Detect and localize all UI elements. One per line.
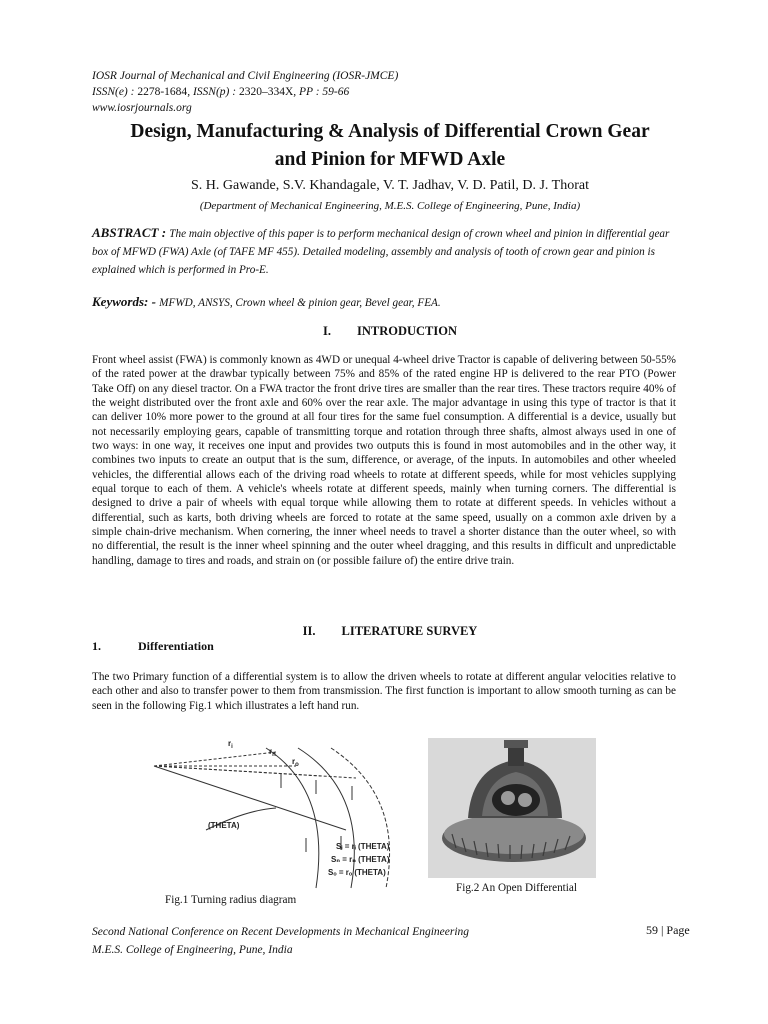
footer-conference: Second National Conference on Recent Developments in Mechanical Engineering	[92, 926, 470, 938]
authors: S. H. Gawande, S.V. Khandagale, V. T. Jadhav, V. D. Patil, D. J. Thorat	[191, 178, 589, 193]
department: (Department of Mechanical Engineering, M.E.S. College of Engineering, Pune, India)	[199, 200, 581, 212]
subsection-differentiation-heading: 1. Differentiation	[92, 639, 214, 653]
journal-website: www.iosrjournals.org	[92, 102, 192, 114]
abstract-text: The main objective of this paper is to perform mechanical design of crown wheel and pinion in differential gear box of MFWD (FWA) Axle (of TAFE MF 455). Detailed modeling, assembly and analysis of tooth of crown gear and pinion is explained which is performed in Pro-E.	[92, 228, 670, 276]
turning-radius-diagram	[146, 730, 432, 890]
issn-line: ISSN(e) : 2278-1684, ISSN(p) : 2320–334X, PP : 59-66	[92, 86, 350, 98]
label-theta: (THETA)	[208, 821, 240, 830]
keywords-label: Keywords: -	[92, 294, 160, 309]
paper-title: Design, Manufacturing & Analysis of Differential Crown Gear and Pinion for MFWD Axle	[130, 121, 650, 170]
fig1-caption: Fig.1 Turning radius diagram	[165, 894, 297, 906]
section-introduction-heading: I. INTRODUCTION	[322, 324, 457, 338]
open-differential-photo	[428, 738, 596, 878]
equation-so: Sₒ = rₒ (THETA)	[328, 868, 386, 877]
equation-si: Sᵢ = rᵢ (THETA)	[336, 842, 390, 851]
label-ro: $r_o$	[292, 757, 299, 768]
abstract-label: ABSTRACT :	[92, 225, 170, 240]
label-rn: $r_n$	[269, 747, 276, 758]
journal-name: IOSR Journal of Mechanical and Civil Engineering (IOSR-JMCE)	[92, 70, 399, 82]
keywords-text: MFWD, ANSYS, Crown wheel & pinion gear, Bevel gear, FEA.	[159, 297, 441, 309]
differentiation-text: The two Primary function of a differential system is to allow the driven wheels to rotate at different angular velocities relative to each other and also to transfer power to them from transmission. The first function is important to allow smooth turning as can be seen in the following Fig.1 which illustrates a left hand run.	[92, 671, 676, 712]
keywords	[92, 294, 676, 310]
fig2-caption: Fig.2 An Open Differential	[456, 882, 577, 894]
footer-college: M.E.S. College of Engineering, Pune, India	[92, 944, 293, 956]
equation-sn: Sₙ = rₙ (THETA)	[331, 855, 390, 864]
section-literature-heading: II. LITERATURE SURVEY	[302, 624, 478, 638]
page-number: 59 | Page	[646, 923, 690, 937]
introduction-text: Front wheel assist (FWA) is commonly known as 4WD or unequal 4-wheel drive Tractor is capable of delivering between 50-55% of the rated power at the drawbar typically between 75% and 85% of the rated engine HP is delivered to the rear PTO (Power Take Off) on any diesel tractor. On a FWA tractor the front drive tires are smaller than the rear tires. These tractors require 40% of the weight distributed over the front axle and 60% over the rear axle. The major advantage in using this type of tractor is that it can deliver 10% more power to the ground at all four tires for the same fuel consumption. A differential is a device, usually but not necessarily employing gears, capable of transmitting torque and rotation through three shafts, almost always used in one of two ways: in one way, it receives one input and provides two outputs this is found in most automobiles and in the other way, it combines two inputs to create an output that is the sum, difference, or average, of the inputs. In automobiles and other wheeled vehicles, the differential allows each of the driving road wheels to rotate at different speeds, while for most vehicles supplying equal torque to each of them. A vehicle's wheels rotate at different speeds, mainly when turning corners. The differential is designed to drive a pair of wheels with equal torque while allowing them to rotate at different speeds. In vehicles without a differential, such as karts, both driving wheels are forced to rotate at the same speed, usually on a common axle driven by a simple chain-drive mechanism. When cornering, the inner wheel needs to travel a shorter distance than the outer wheel, so with no differential, the result is the inner wheel spinning and the outer wheel dragging, and this results in difficult and unpredictable handling, damage to tires and roads, and strain on (or possible failure of) the entire drive train.	[92, 354, 676, 567]
abstract	[92, 224, 676, 279]
label-ri: $r_i$	[228, 739, 233, 750]
